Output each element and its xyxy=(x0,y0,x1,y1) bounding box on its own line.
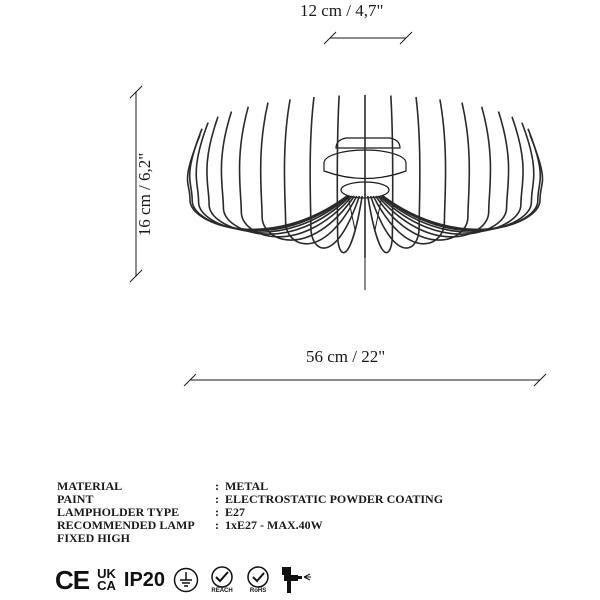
wire-cage xyxy=(188,95,543,257)
width-dimension-label: 56 cm / 22" xyxy=(306,347,386,366)
certification-marks xyxy=(55,562,321,598)
spec-row-fixed-high xyxy=(57,532,443,545)
spec-separator: : xyxy=(215,505,219,519)
wire-rib xyxy=(382,123,534,231)
spray-gun-icon xyxy=(279,565,313,595)
spec-key: LAMPHOLDER TYPE xyxy=(57,505,180,519)
ip20-rating: IP20 xyxy=(123,568,166,591)
ground-symbol-icon xyxy=(173,567,199,593)
spec-value: METAL xyxy=(225,479,269,493)
spec-key: PAINT xyxy=(57,492,94,506)
spec-separator: : xyxy=(215,492,219,506)
height-dimension-label: 16 cm / 6,2" xyxy=(135,152,155,237)
bottom-dimension-line xyxy=(184,374,546,386)
rohs-icon: RoHS xyxy=(245,566,271,594)
top-dimension-label: 12 cm / 4,7" xyxy=(300,1,384,20)
ukca-mark-icon: UK CA xyxy=(97,566,116,593)
spec-key: RECOMMENDED LAMP xyxy=(57,518,195,532)
spec-value: ELECTROSTATIC POWDER COATING xyxy=(225,492,444,506)
spec-value: E27 xyxy=(225,505,246,519)
spec-separator xyxy=(215,532,225,545)
reach-icon: REACH xyxy=(207,566,237,594)
spec-value: 1xE27 - MAX.40W xyxy=(225,518,323,532)
spec-separator: : xyxy=(215,518,219,532)
spec-key: MATERIAL xyxy=(57,479,123,493)
wire-rib xyxy=(196,123,348,231)
specifications-table xyxy=(57,480,443,545)
top-dimension-line xyxy=(324,32,412,44)
spec-separator: : xyxy=(215,479,219,493)
ce-mark-icon: CE xyxy=(55,564,90,595)
spec-key: FIXED HIGH xyxy=(57,531,131,545)
